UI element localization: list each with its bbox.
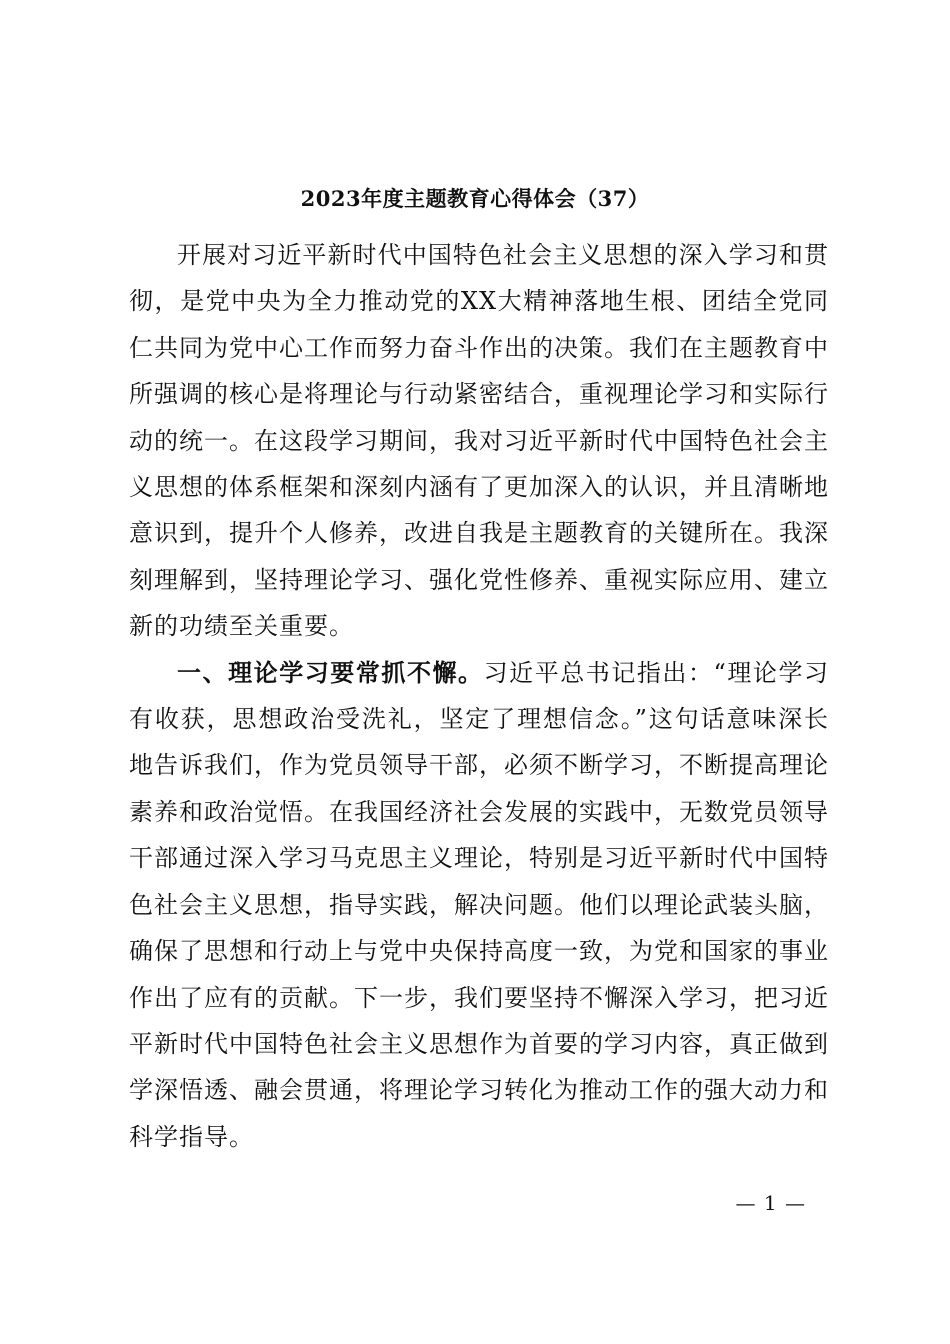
section-1-heading: 一、理论学习要常抓不懈。 <box>177 657 484 687</box>
section-1-body: 习近平总书记指出：“理论学习有收获，思想政治受洗礼，坚定了理想信念。”这句话意味深长地告诉我们，作为党员领导干部，必须不断学习，不断提高理论素养和政治觉悟。在我国经济社会发展的实践中，无数党员领导干部通过深入学习马克思主义理论，特别是习近平新时代中国特色社会主义思想，指导实践，解决问题。他们以理论武装头脑，确保了思想和行动上与党中央保持高度一致，为党和国家的事业作出了应有的贡献。下一步，我们要坚持不懈深入学习，把习近平新时代中国特色社会主义思想作为首要的学习内容，真正做到学深悟透、融会贯通，将理论学习转化为推动工作的强大动力和科学指导。 <box>129 658 829 1151</box>
intro-paragraph: 开展对习近平新时代中国特色社会主义思想的深入学习和贯彻，是党中央为全力推动党的XX大精神落地生根、团结全党同仁共同为党中心工作而努力奋斗作出的决策。我们在主题教育中所强调的核心是将理论与行动紧密结合，重视理论学习和实际行动的统一。在这段学习期间，我对习近平新时代中国特色社会主义思想的体系框架和深刻内涵有了更加深入的认识，并且清晰地意识到，提升个人修养，改进自我是主题教育的关键所在。我深刻理解到，坚持理论学习、强化党性修养、重视实际应用、建立新的功绩至关重要。 <box>129 241 829 641</box>
section-1-paragraph <box>129 650 829 1160</box>
document-body <box>129 232 829 1160</box>
document-title: 2023年度主题教育心得体会（37） <box>300 186 650 211</box>
page-number: — 1 — <box>735 1191 806 1215</box>
